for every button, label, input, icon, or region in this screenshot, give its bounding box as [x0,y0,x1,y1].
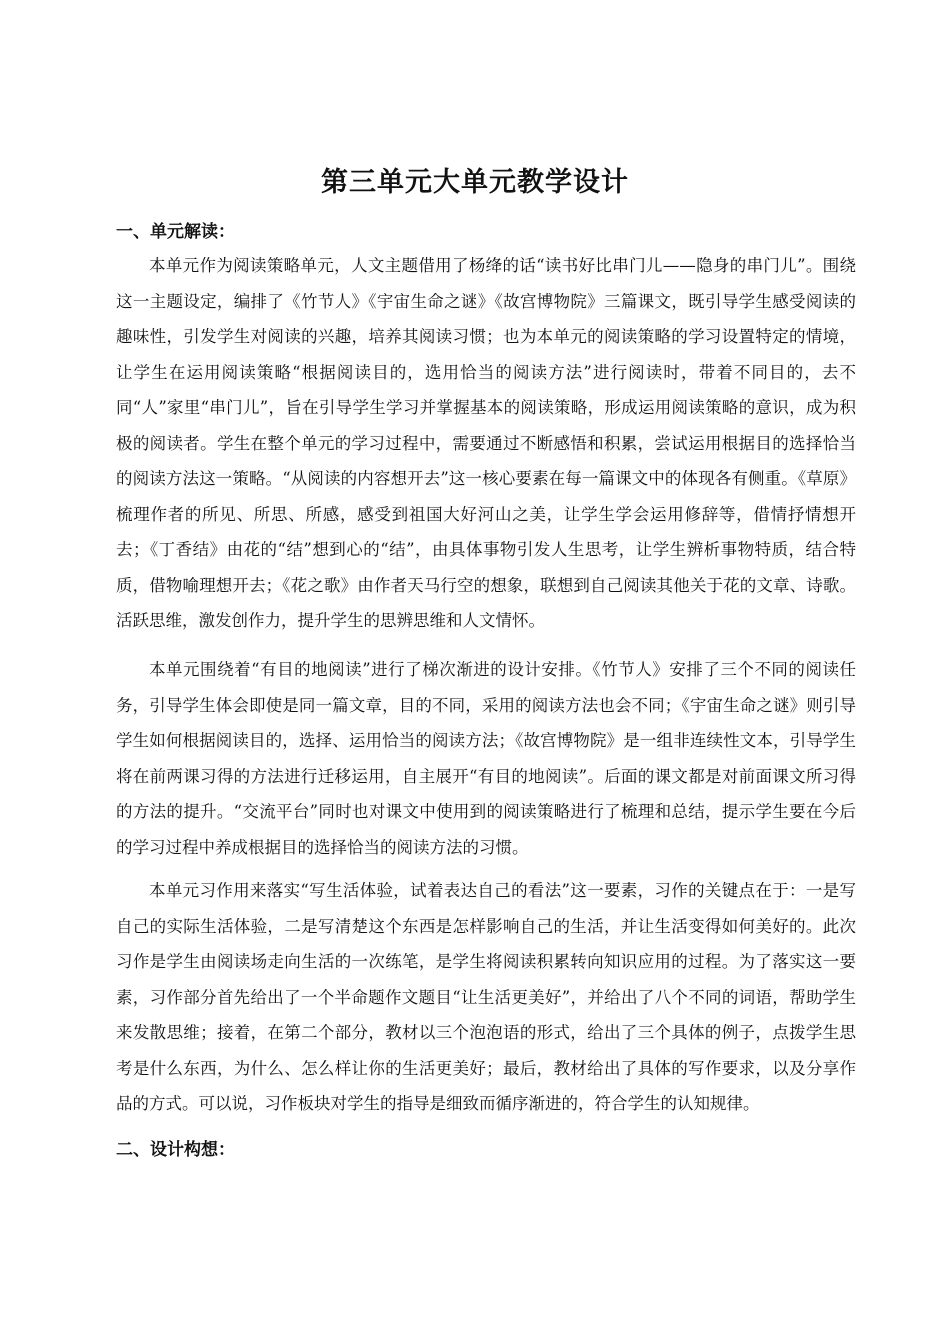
section-heading-design-concept: 二、设计构想： [116,1140,235,1160]
document-title: 第三单元大单元教学设计 [321,167,629,198]
section-heading-unit-interpretation: 一、单元解读： [116,222,235,242]
paragraph-unit-overview: 本单元作为阅读策略单元，人文主题借用了杨绛的话“读书好比串门儿——隐身的串门儿”。围绕这一主题设定，编排了《竹节人》《宇宙生命之谜》《故宫博物院》三篇课文，既引导学生感受阅读的趣味性，引发学生对阅读的兴趣，培养其阅读习惯；也为本单元的阅读策略的学习设置特定的情境，让学生在运用阅读策略“根据阅读目的，选用恰当的阅读方法”进行阅读时，带着不同目的，去不同“人”家里“串门儿”，旨在引导学生学习并掌握基本的阅读策略，形成运用阅读策略的意识，成为积极的阅读者。学生在整个单元的学习过程中，需要通过不断感悟和积累，尝试运用根据目的选择恰当的阅读方法这一策略。“从阅读的内容想开去”这一核心要素在每一篇课文中的体现各有侧重。《草原》梳理作者的所见、所思、所感，感受到祖国大好河山之美，让学生学会运用修辞等，借情抒情想开去；《丁香结》由花的“结”想到心的“结”，由具体事物引发人生思考，让学生辨析事物特质，结合特质，借物喻理想开去；《花之歌》由作者天马行空的想象，联想到自己阅读其他关于花的文章、诗歌。活跃思维，激发创作力，提升学生的思辨思维和人文情怀。 [116,256,856,630]
paragraph-writing-task: 本单元习作用来落实“写生活体验，试着表达自己的看法”这一要素，习作的关键点在于：一是写自己的实际生活体验，二是写清楚这个东西是怎样影响自己的生活，并让生活变得如何美好的。此次习作是学生由阅读场走向生活的一次练笔，是学生将阅读积累转向知识应用的过程。为了落实这一要素，习作部分首先给出了一个半命题作文题目“让生活更美好”，并给出了八个不同的词语，帮助学生来发散思维；接着，在第二个部分，教材以三个泡泡语的形式，给出了三个具体的例子，点拨学生思考是什么东西，为什么、怎么样让你的生活更美好；最后，教材给出了具体的写作要求，以及分享作品的方式。可以说，习作板块对学生的指导是细致而循序渐进的，符合学生的认知规律。 [116,881,856,1113]
paragraph-reading-purpose: 本单元围绕着“有目的地阅读”进行了梯次渐进的设计安排。《竹节人》安排了三个不同的阅读任务，引导学生体会即使是同一篇文章，目的不同，采用的阅读方法也会不同；《宇宙生命之谜》则引导学生如何根据阅读目的，选择、运用恰当的阅读方法；《故宫博物院》是一组非连续性文本，引导学生将在前两课习得的方法进行迁移运用，自主展开“有目的地阅读”。后面的课文都是对前面课文所习得的方法的提升。“交流平台”同时也对课文中使用到的阅读策略进行了梳理和总结，提示学生要在今后的学习过程中养成根据目的选择恰当的阅读方法的习惯。 [116,660,856,857]
